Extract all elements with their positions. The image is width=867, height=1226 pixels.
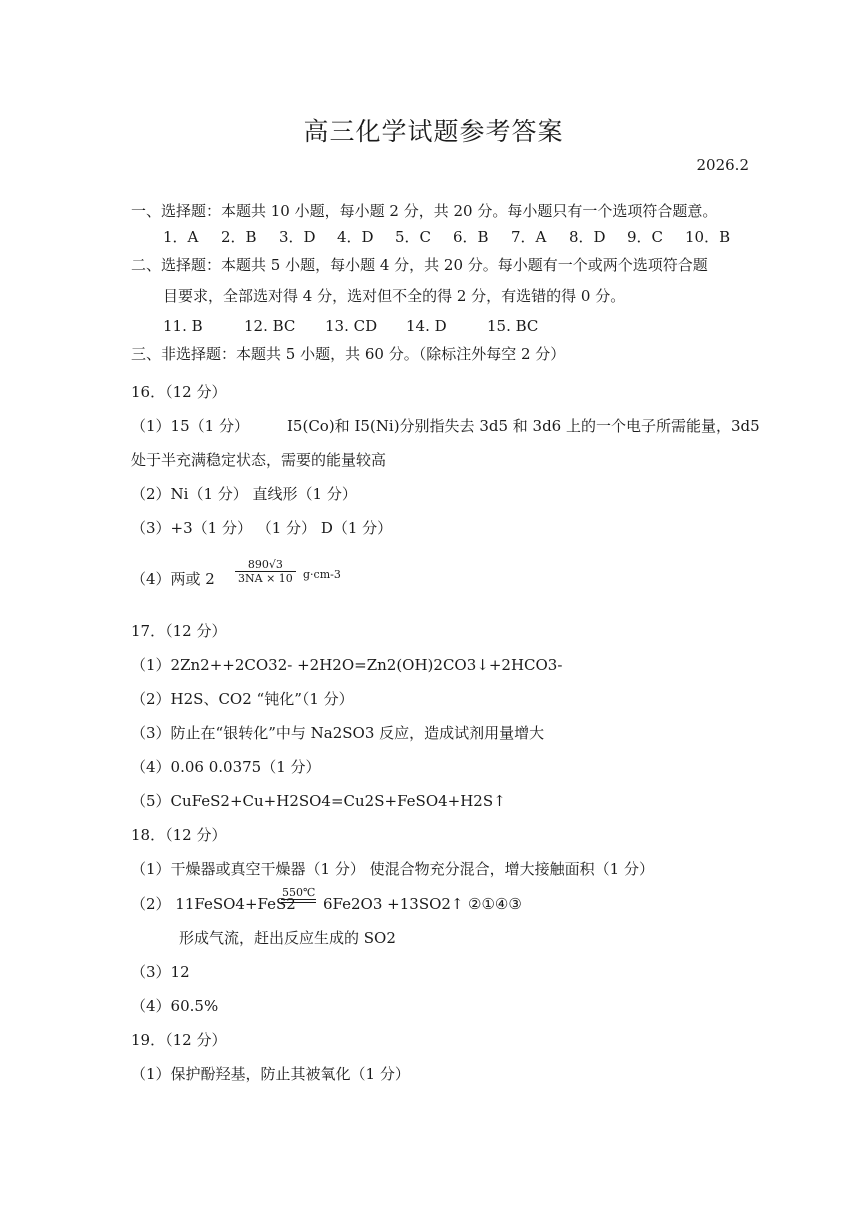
section-1-answers [163,228,743,246]
q17-heading: 17．（12 分） [131,622,227,640]
q18-part4: （4）60.5% [131,997,219,1015]
q19-heading: 19．（12 分） [131,1031,227,1049]
q16-part1-explanation-cont: 处于半充满稳定状态，需要的能量较高 [131,451,387,469]
section-1-answer: 9．C [627,228,664,246]
fraction-denominator: 3NA × 10 [238,572,293,585]
condition-temperature: 550℃ [282,886,316,899]
section-3-header: 三、非选择题：本题共 5 小题，共 60 分。（除标注外每空 2 分） [131,345,566,363]
q18-heading: 18．（12 分） [131,826,227,844]
fraction-numerator: 890√3 [235,558,296,572]
q16-part2: （2）Ni（1 分） 直线形（1 分） [131,485,357,503]
q18-part3: （3）12 [131,963,190,981]
q17-part1: （1）2Zn2++2CO32- +2H2O=Zn2(OH)2CO3↓+2HCO3- [131,656,563,674]
section-1-answer: 2．B [221,228,257,246]
q17-part4: （4）0.06 0.0375（1 分） [131,758,321,776]
q18-part2-products: 6Fe2O3 +13SO2↑ [323,895,464,913]
exam-date: 2026.2 [696,156,749,174]
section-2-answer: 15. BC [487,317,539,335]
condition-double-line [281,902,316,903]
q16-part4-label: （4）两或 2 [131,570,215,588]
page-title: 高三化学试题参考答案 [303,117,564,146]
section-1-header: 一、选择题：本题共 10 小题，每小题 2 分，共 20 分。每小题只有一个选项符合题意。 [131,202,718,220]
q16-part1-explanation: I5(Co)和 I5(Ni)分别指失去 3d5 和 3d6 上的一个电子所需能量，3d5 [287,417,760,435]
q18-part2-order: ②①④③ [468,895,522,913]
section-2-header: 二、选择题：本题共 5 小题，每小题 4 分，共 20 分。每小题有一个或两个选项符合题 [131,256,708,274]
q19-part1: （1）保护酚羟基，防止其被氧化（1 分） [131,1065,410,1083]
section-1-answer: 8．D [569,228,606,246]
q16-density-unit: g·cm-3 [303,568,341,581]
section-2-answer: 11. B [163,317,203,335]
q18-part1: （1）干燥器或真空干燥器（1 分） 使混合物充分混合，增大接触面积（1 分） [131,860,654,878]
q16-density-fraction [235,558,296,585]
q18-reaction-condition [281,886,316,903]
q16-heading: 16．（12 分） [131,383,227,401]
section-1-answer: 5．C [395,228,432,246]
section-1-answer: 6．B [453,228,489,246]
section-2-answers [163,317,568,335]
q16-part1-answer: （1）15（1 分） [131,417,249,435]
q17-part5: （5）CuFeS2+Cu+H2SO4=Cu2S+FeSO4+H2S↑ [131,792,506,810]
section-1-answer: 4．D [337,228,374,246]
q17-part3: （3）防止在“银转化”中与 Na2SO3 反应，造成试剂用量增大 [131,724,545,742]
section-2-header-cont: 目要求，全部选对得 4 分，选对但不全的得 2 分，有选错的得 0 分。 [163,287,626,305]
q17-part2: （2）H2S、CO2 “钝化”（1 分） [131,690,354,708]
q16-part3: （3）+3（1 分） （1 分） D（1 分） [131,519,393,537]
section-2-answer: 12. BC [244,317,296,335]
q18-part2-note: 形成气流，赶出反应生成的 SO2 [179,929,396,947]
section-2-answer: 14. D [406,317,447,335]
section-1-answer: 10．B [685,228,731,246]
section-2-answer: 13. CD [325,317,378,335]
section-1-answer: 1．A [163,228,199,246]
section-1-answer: 3．D [279,228,316,246]
q18-part2-reactants: （2） 11FeSO4+FeS2 [131,895,296,913]
section-1-answer: 7．A [511,228,547,246]
